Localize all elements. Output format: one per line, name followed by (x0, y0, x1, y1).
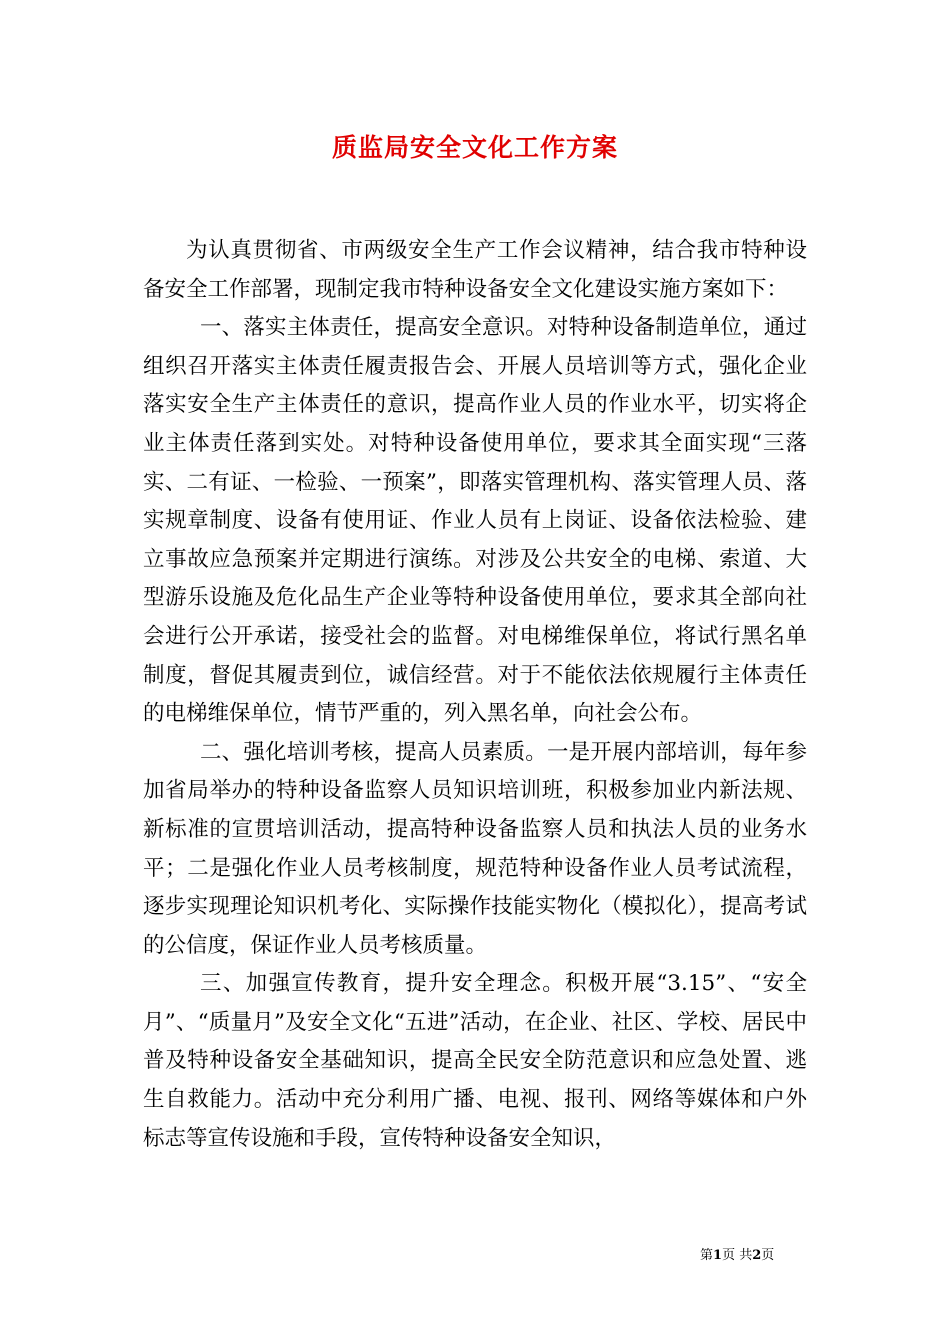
document-body (143, 232, 807, 1158)
current-page-number: 1 (713, 1248, 723, 1263)
total-page-number: 2 (752, 1248, 762, 1263)
page-footer (700, 1247, 820, 1265)
paragraph-intro: 为认真贯彻省、市两级安全生产工作会议精神，结合我市特种设备安全工作部署，现制定我市特种设备安全文化建设实施方案如下： (143, 238, 807, 302)
paragraph-section-3: 三、加强宣传教育，提升安全理念。积极开展“3.15”、“安全月”、“质量月”及安全文化“五进”活动，在企业、社区、学校、居民中普及特种设备安全基础知识，提高全民安全防范意识和应急处置、逃生自救能力。活动中充分利用广播、电视、报刊、网络等媒体和户外标志等宣传设施和手段，宣传特种设备安全知识， (143, 971, 807, 1151)
footer-suffix: 页 (761, 1248, 775, 1263)
document-title: 质监局安全文化工作方案 (331, 133, 618, 162)
paragraph-section-1: 一、落实主体责任，提高安全意识。对特种设备制造单位，通过组织召开落实主体责任履责报告会、开展人员培训等方式，强化企业落实安全生产主体责任的意识，提高作业人员的作业水平，切实将企业主体责任落到实处。对特种设备使用单位，要求其全面实现“三落实、二有证、一检验、一预案”，即落实管理机构、落实管理人员、落实规章制度、设备有使用证、作业人员有上岗证、设备依法检验、建立事故应急预案并定期进行演练。对涉及公共安全的电梯、索道、大型游乐设施及危化品生产企业等特种设备使用单位，要求其全部向社会进行公开承诺，接受社会的监督。对电梯维保单位，将试行黑名单制度，督促其履责到位，诚信经营。对于不能依法依规履行主体责任的电梯维保单位，情节严重的，列入黑名单，向社会公布。 (143, 315, 807, 727)
footer-prefix: 第 (700, 1248, 714, 1263)
footer-middle: 页 共 (722, 1248, 753, 1263)
paragraph-section-2: 二、强化培训考核，提高人员素质。一是开展内部培训，每年参加省局举办的特种设备监察人员知识培训班，积极参加业内新法规、新标准的宣贯培训活动，提高特种设备监察人员和执法人员的业务水平；二是强化作业人员考核制度，规范特种设备作业人员考试流程，逐步实现理论知识机考化、实际操作技能实物化（模拟化），提高考试的公信度，保证作业人员考核质量。 (143, 739, 807, 958)
